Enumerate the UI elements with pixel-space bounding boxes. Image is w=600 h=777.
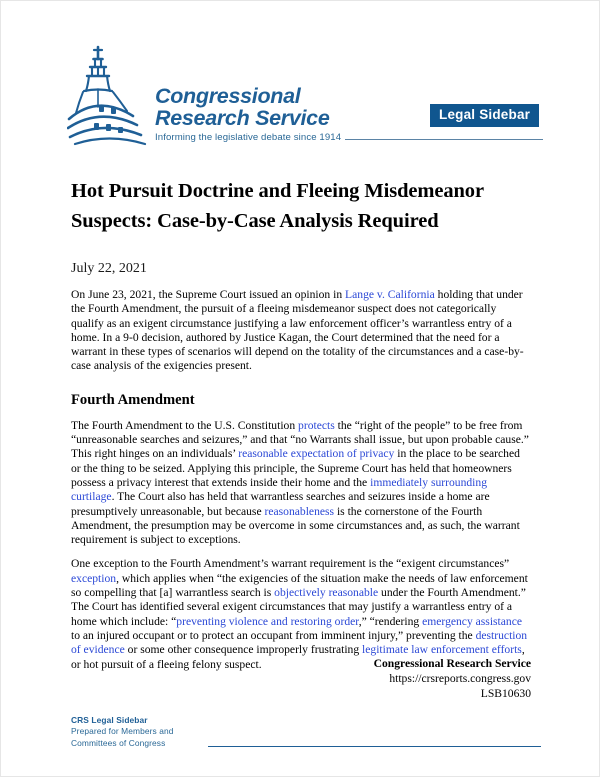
footer-title: CRS Legal Sidebar: [71, 715, 148, 725]
colophon-url[interactable]: https://crsreports.congress.gov: [389, 672, 531, 685]
footer-divider: [208, 746, 541, 747]
inline-reference-link[interactable]: objectively reasonable: [274, 586, 379, 600]
footer-line-2: Committees of Congress: [71, 737, 166, 748]
legal-sidebar-badge: Legal Sidebar: [430, 104, 539, 127]
inline-reference-link[interactable]: reasonableness: [264, 504, 335, 518]
colophon-service-name: Congressional Research Service: [373, 657, 531, 670]
header-divider: [345, 139, 543, 140]
page-title: Hot Pursuit Doctrine and Fleeing Misdemeanor Suspects: Case-by-Case Analysis Required: [71, 180, 484, 232]
inline-reference-link[interactable]: legitimate law enforcement efforts: [362, 643, 522, 657]
page-footer: [71, 715, 541, 755]
section-heading: Fourth Amendment: [71, 391, 195, 408]
intro-paragraph: On June 23, 2021, the Supreme Court issued an opinion in Lange v. California holding that under the Fourth Amendment, the pursuit of a fleeing misdemeanor suspect does not categorically qualify as an exigent circumstance justifying a law enforcement officer’s warrantless entry of a home. In a 9-0 decision, authored by Justice Kagan, the Court determined that the need for a warrant in these types of scenarios will depend on the totality of the circumstances and a case-by-case analysis of the exigencies present.: [71, 288, 524, 373]
inline-reference-link[interactable]: reasonable expectation of privacy: [238, 447, 395, 461]
colophon: [231, 656, 531, 701]
inline-reference-link[interactable]: destruction of evidence: [71, 628, 528, 657]
footer-line-1: Prepared for Members and: [71, 726, 174, 736]
inline-reference-link[interactable]: Lange v. California: [345, 288, 435, 301]
inline-reference-link[interactable]: emergency assistance: [422, 614, 523, 628]
section-paragraph: One exception to the Fourth Amendment’s warrant requirement is the “exigent circumstances” exception, which applies when “the exigencies of the situation make the needs of law enforcement so compelling that [a] warrantless search is objectively reasonable under the Fourth Amendment.” The Court has identified several exigent circumstances that may justify a warrantless entry of a home which include: “preventing violence and restoring order,” “rendering emergency assistance to an injured occupant or to protect an occupant from imminent injury,” preventing the destruction of evidence or some other consequence improperly frustrating legitimate law enforcement efforts, or hot pursuit of a fleeing felony suspect.: [71, 557, 528, 671]
crs-wordmark: [155, 85, 365, 144]
publication-date: July 22, 2021: [71, 261, 147, 276]
colophon-report-id: LSB10630: [480, 687, 531, 700]
section-fourth-amendment: [71, 391, 531, 672]
crs-logo: [67, 45, 357, 150]
logo-tagline: Informing the legislative debate since 1914: [155, 132, 342, 143]
page-header: [1, 1, 600, 161]
document-body: [71, 176, 531, 672]
inline-reference-link[interactable]: immediately surrounding curtilage: [71, 475, 487, 504]
inline-reference-link[interactable]: preventing violence and restoring order: [176, 614, 359, 628]
section-paragraph: The Fourth Amendment to the U.S. Constitution protects the “right of the people” to be free from “unreasonable searches and seizures,” and that “no Warrants shall issue, but upon probable cause.” This right hinges on an individuals’ reasonable expectation of privacy in the place to be searched or the thing to be seized. Applying this principle, the Supreme Court has held that homeowners possess a privacy interest that extends inside their home and the immediately surrounding curtilage. The Court also has held that warrantless searches and seizures inside a home are presumptively unreasonable, but because reasonableness is the cornerstone of the Fourth Amendment, the presumption may be overcome in some circumstances and, as such, the warrant requirement is subject to exceptions.: [71, 418, 529, 547]
logo-line-research-service: Research Service: [155, 106, 330, 130]
logo-line-congressional: Congressional: [155, 84, 301, 108]
inline-reference-link[interactable]: exception: [71, 571, 117, 585]
inline-reference-link[interactable]: protects: [298, 418, 335, 432]
